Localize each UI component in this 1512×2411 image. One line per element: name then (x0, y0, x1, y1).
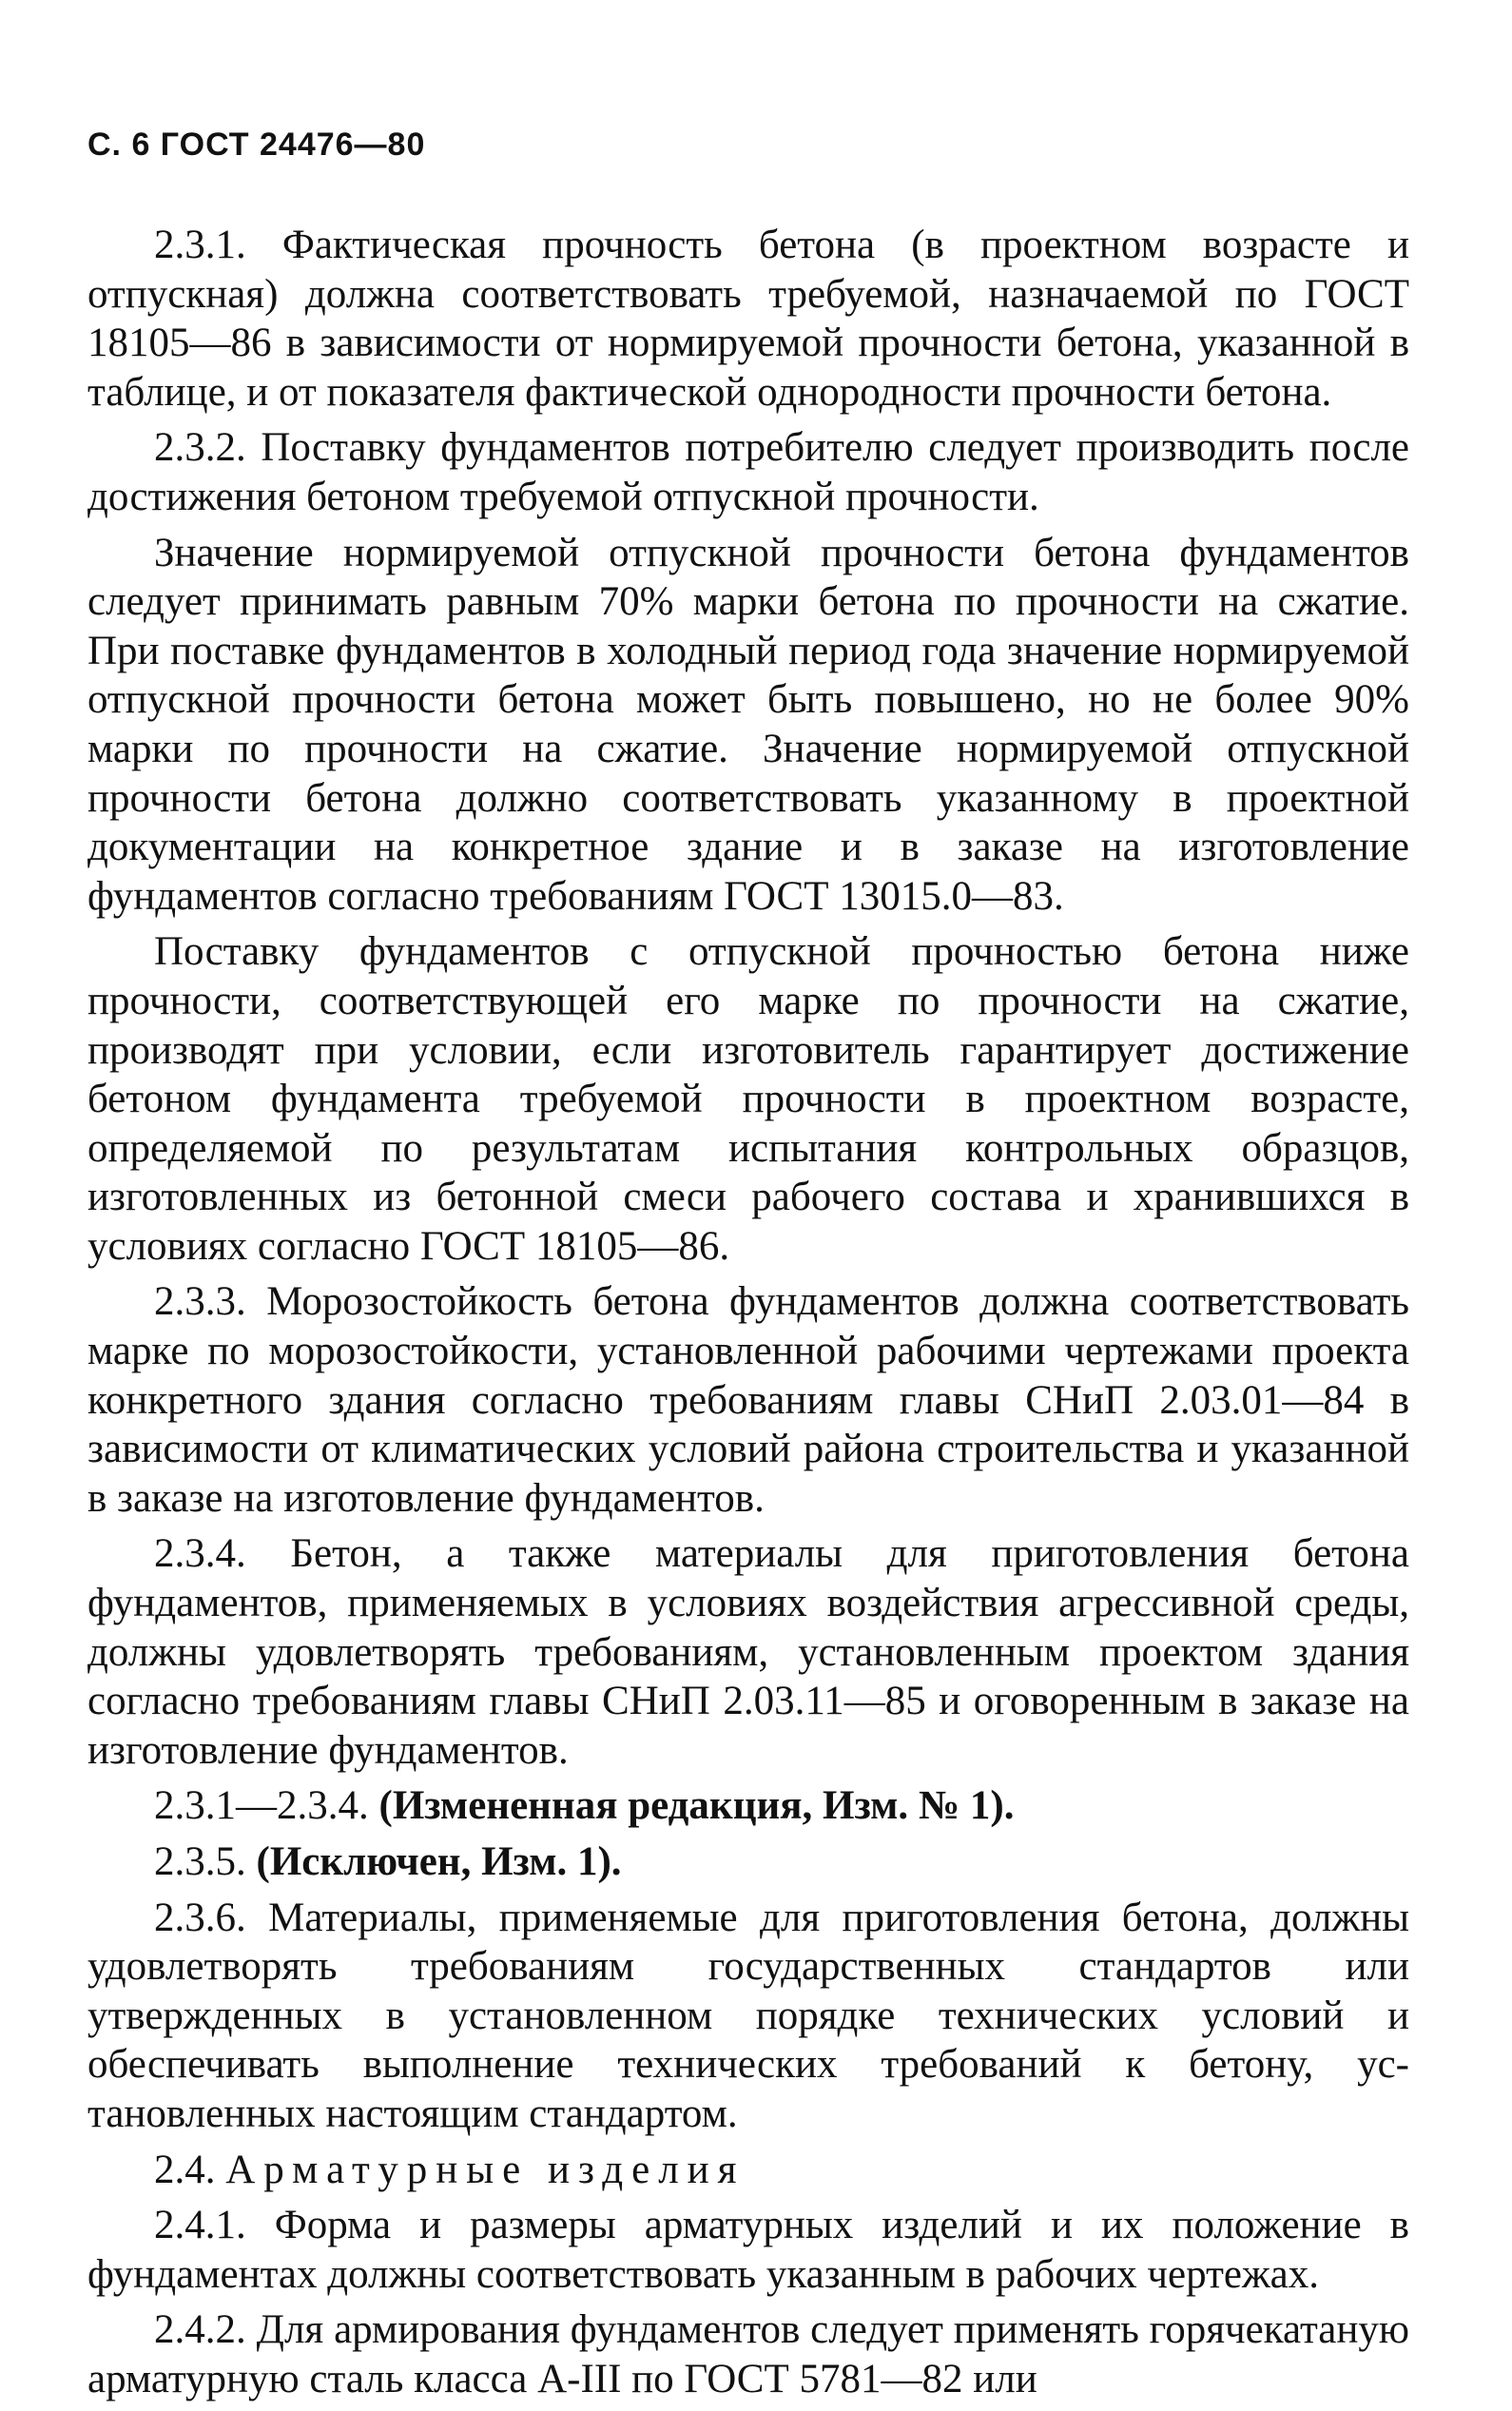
paragraph-delivery-condition (87, 927, 1409, 1271)
document-page (87, 126, 1409, 2411)
document-body (87, 221, 1409, 2404)
section-heading (87, 2146, 1409, 2195)
page-header: С. 6 ГОСТ 24476—80 (87, 126, 426, 163)
paragraph-2-4-1 (87, 2201, 1409, 2299)
paragraph-release-strength (87, 529, 1409, 922)
paragraph-text: Форма и размеры арматурных изделий и их положение в фундаментах должны соответствовать указанным в рабочих чертежах. (87, 2203, 1409, 2297)
paragraph-2-3-4 (87, 1529, 1409, 1775)
paragraph-text: Поставку фундаментов потребителю следует производить после достижения бетоном требуемой отпускной прочности. (87, 425, 1410, 519)
excluded-text: (Исключен, Изм. 1). (256, 1839, 622, 1884)
paragraph-number: 2.3.1. (154, 223, 246, 267)
paragraph-text: Поставку фундаментов с отпускной прочностью бетона ниже прочности, соответствующей его марке по прочности на сжатие, производят при условии, если изготовитель гарантирует достижение бетоном фундамента требуемой прочности в проектном возрасте, определяемой по результатам испытания контрольных образцов, изготовленных из бетонной смеси рабочего состава и хранившихся в условиях согласно ГОСТ 18105—86. (87, 929, 1409, 1269)
paragraph-2-3-1 (87, 221, 1409, 417)
paragraph-text: Значение нормируемой отпускной прочности бетона фундаментов следует принимать равным 70% марки бетона по прочности на сжатие. При поставке фундаментов в холодный период года значение нормируемой отпускной прочности бетона может быть повышено, но не более 90% марки по прочности на сжатие. Значение нормируемой отпускной прочности бетона должно соответствовать указанному в проектной документации на конкретное здание и в заказе на изготовление фундаментов согласно требованиям ГОСТ 13015.0—83. (87, 530, 1409, 919)
paragraph-2-3-3 (87, 1277, 1409, 1523)
paragraph-text: Фактическая прочность бетона (в проектном возрасте и отпускная) должна соответствовать требуемой, назначаемой по ГОСТ 18105—86 в зависимости от нормируемой прочности бетона, указанной в таблице, и от показателя фактической однородности прочности бетона. (87, 223, 1409, 415)
paragraph-number: 2.3.4. (154, 1531, 246, 1577)
paragraph-number: 2.3.2. (154, 425, 246, 471)
paragraph-number: 2.3.5. (154, 1839, 246, 1884)
paragraph-number: 2.4.2. (154, 2307, 246, 2353)
paragraph-2-3-6 (87, 1894, 1409, 2139)
paragraph-text: Бетон, а также материалы для приготовления бетона фундаментов, применяемых в условиях воздействия агрессивной среды, должны удовлетворять требованиям, установленным проектом здания согласно требованиям главы СНиП 2.03.11—85 и оговоренным в заказе на изготовление фундаментов. (87, 1531, 1410, 1773)
amendment-note (87, 1781, 1409, 1831)
paragraph-2-4-2 (87, 2305, 1409, 2403)
amendment-text: (Измененная редакция, Изм. № 1). (378, 1783, 1015, 1829)
paragraph-number: 2.3.6. (154, 1895, 246, 1940)
paragraph-number: 2.3.3. (154, 1279, 246, 1325)
paragraph-number: 2.4.1. (154, 2203, 246, 2248)
section-number: 2.4. (154, 2147, 216, 2192)
excluded-note (87, 1837, 1409, 1887)
section-title: Арматурные изделия (225, 2147, 746, 2192)
paragraph-2-3-2 (87, 423, 1409, 521)
paragraph-text: Для армирования фундаментов следует применять горячекатаную арматурную сталь класса А-III по ГОСТ 5781—82 или (87, 2307, 1409, 2401)
paragraph-text: Материалы, применяемые для приготовления бетона, должны удовлетворять требованиям государственных стандартов или утвержденных в установленном порядке технических условий и обеспечивать выполнение технических требований к бетону, установленных настоящим стандартом. (87, 1895, 1409, 2136)
paragraph-number: 2.3.1—2.3.4. (154, 1783, 369, 1829)
paragraph-text: Морозостойкость бетона фундаментов должна соответствовать марке по морозостойкости, установленной рабочими чертежами проекта конкретного здания согласно требованиям главы СНиП 2.03.01—84 в зависимости от климатических условий района строительства и указанной в заказе на изготовление фундаментов. (87, 1279, 1410, 1521)
